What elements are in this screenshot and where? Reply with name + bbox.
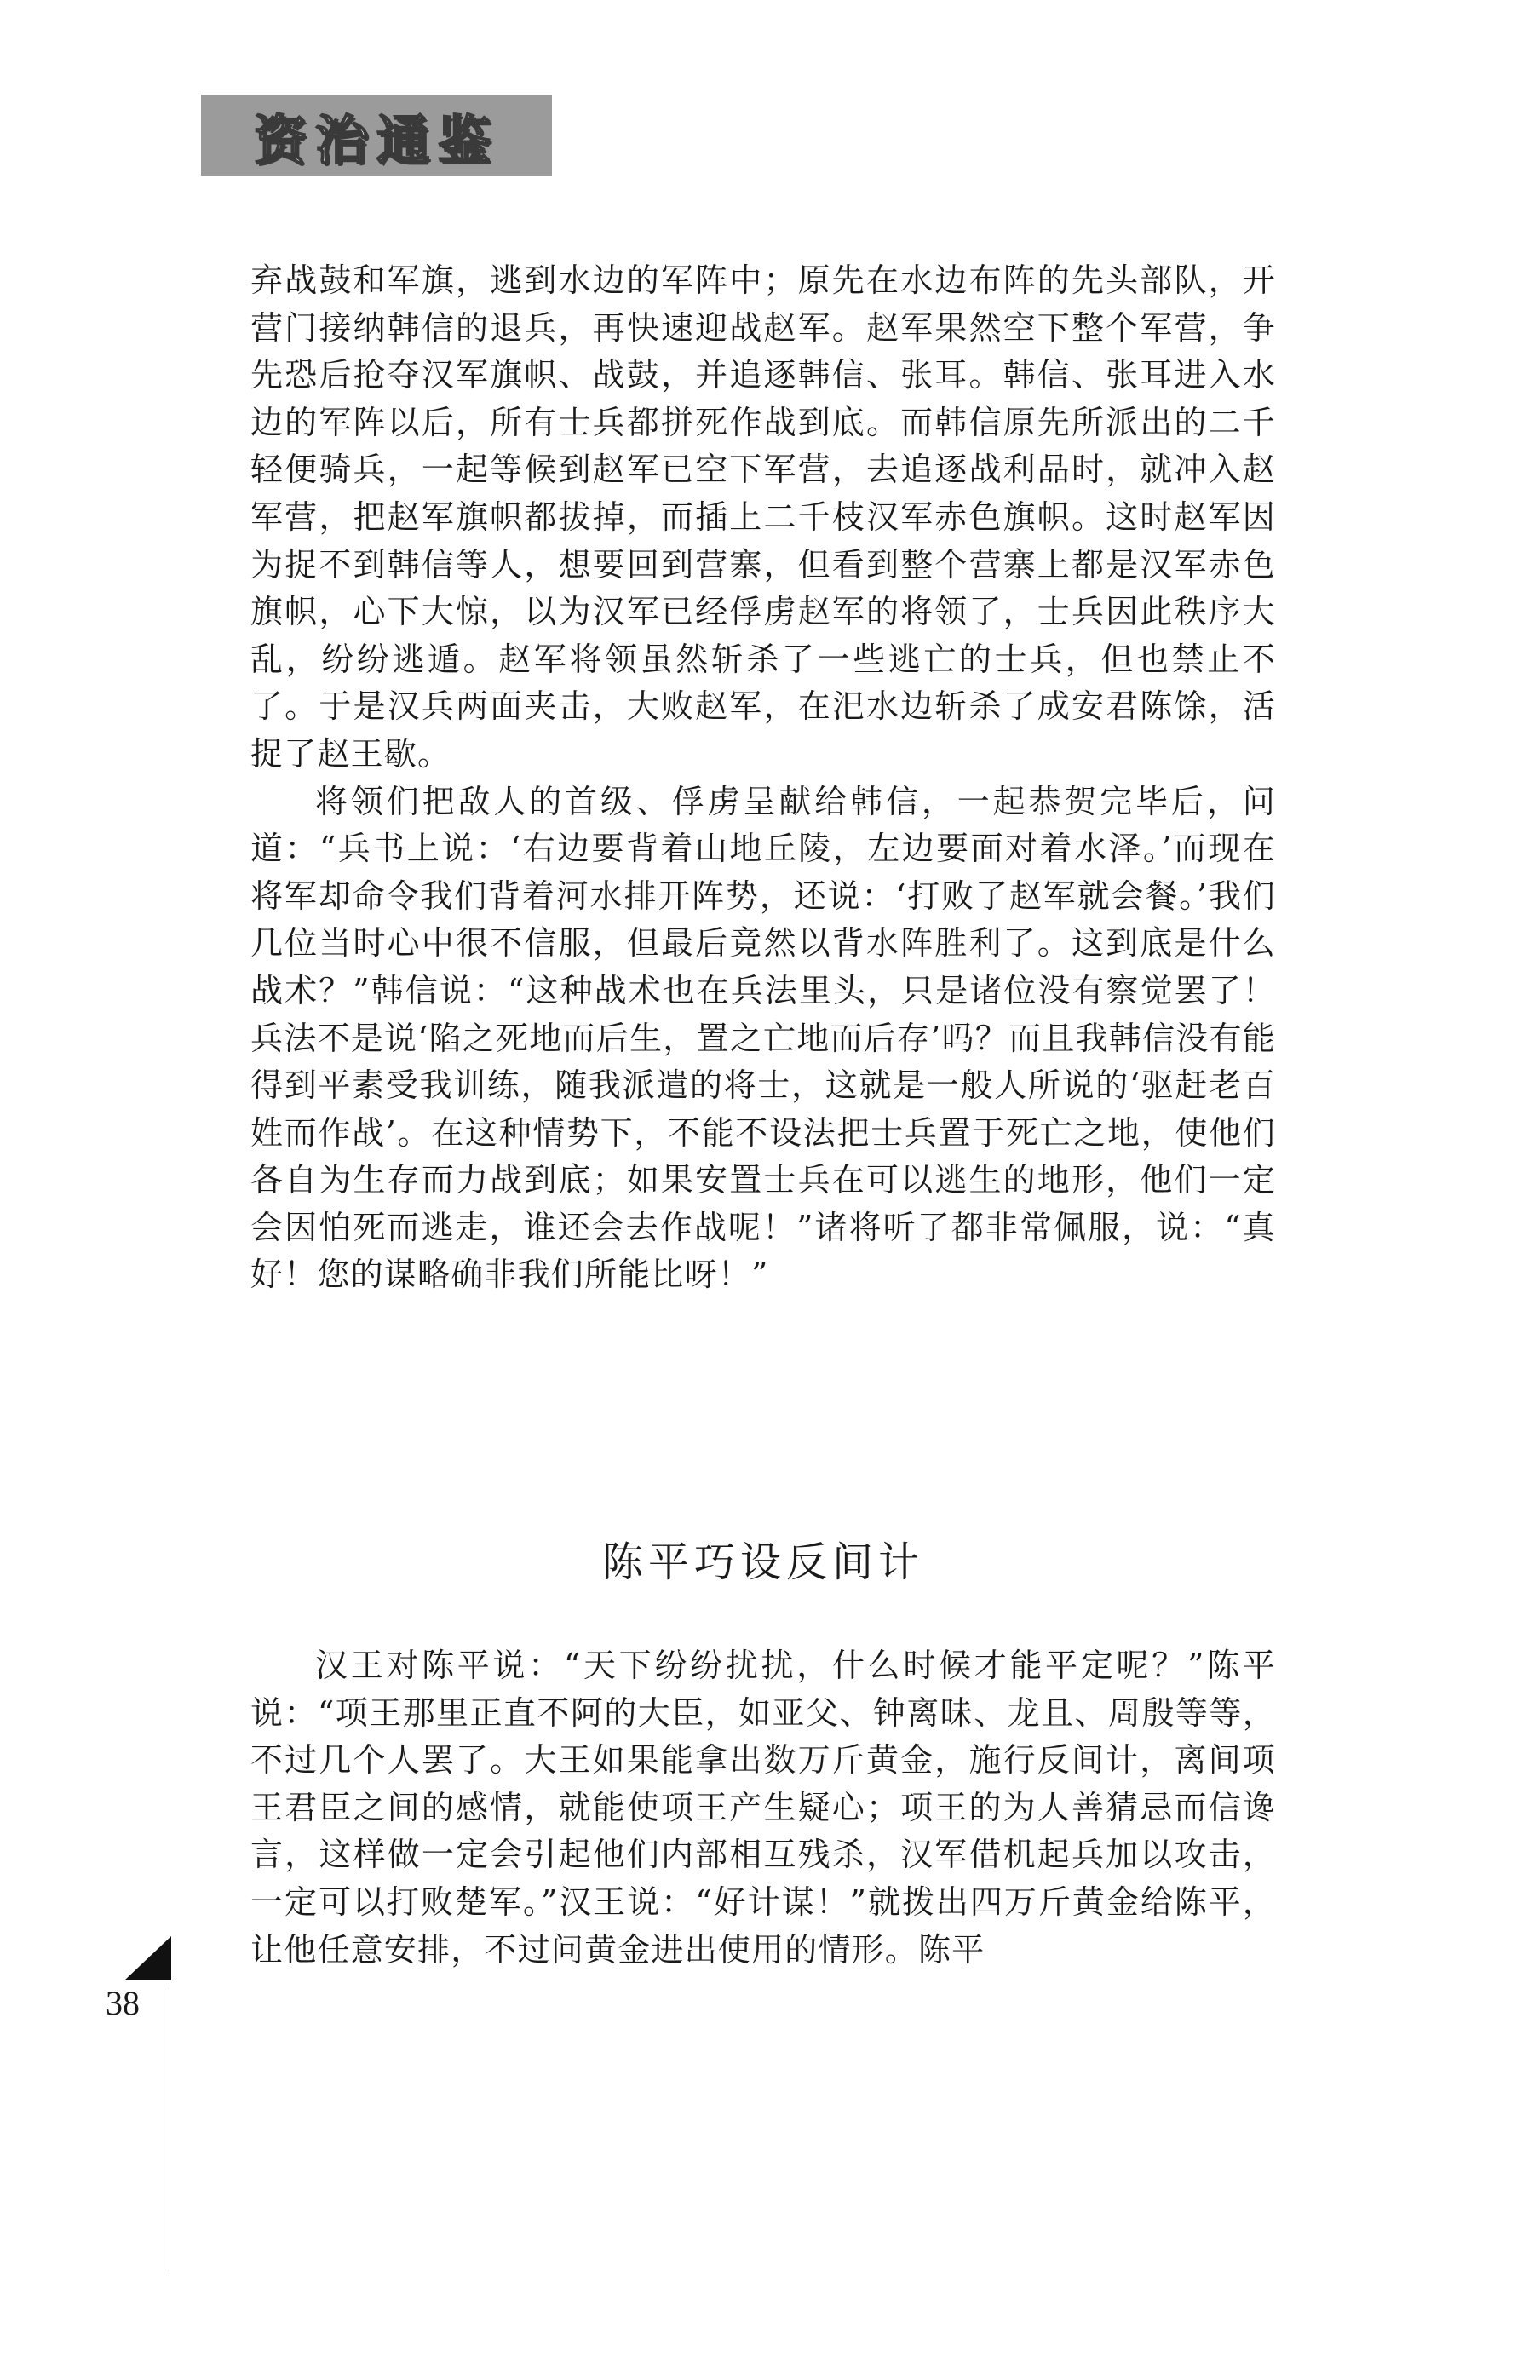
section-title: 陈平巧设反间计 xyxy=(601,1538,924,1586)
page-corner-triangle xyxy=(124,1936,171,1980)
paragraph: 汉王对陈平说：“天下纷纷扰扰，什么时候才能平定呢？”陈平说：“项王那里正直不阿的大臣，如亚父、钟离昧、龙且、周殷等等，不过几个人罢了。大王如果能拿出数万斤黄金，施行反间计，离间项王君臣之间的感情，就能使项王产生疑心；项王的为人善猜忌而信谗言，这样做一定会引起他们内部相互残杀，汉军借机起兵加以攻击，一定可以打败楚军。”汉王说：“好计谋！”就拨出四万斤黄金给陈平，让他任意安排，不过问黄金进出使用的情形。陈平 xyxy=(250,1647,1276,1969)
page-number: 38 xyxy=(106,1984,140,2022)
section-1-body xyxy=(250,257,1276,1299)
book-title: 资治通鉴 xyxy=(253,108,499,171)
paragraph: 弃战鼓和军旗，逃到水边的军阵中；原先在水边布阵的先头部队，开营门接纳韩信的退兵，再快速迎战赵军。赵军果然空下整个军营，争先恐后抢夺汉军旗帜、战鼓，并追逐韩信、张耳。韩信、张耳进入水边的军阵以后，所有士兵都拼死作战到底。而韩信原先所派出的二千轻便骑兵，一起等候到赵军已空下军营，去追逐战利品时，就冲入赵军营，把赵军旗帜都拔掉，而插上二千枝汉军赤色旗帜。这时赵军因为捉不到韩信等人，想要回到营寨，但看到整个营寨上都是汉军赤色旗帜，心下大惊，以为汉军已经俘虏赵军的将领了，士兵因此秩序大乱，纷纷逃遁。赵军将领虽然斩杀了一些逃亡的士兵，但也禁止不了。于是汉兵两面夹击，大败赵军，在汜水边斩杀了成安君陈馀，活捉了赵王歇。 xyxy=(250,262,1276,773)
paragraph: 将领们把敌人的首级、俘虏呈献给韩信，一起恭贺完毕后，问道：“兵书上说：‘右边要背着山地丘陵，左边要面对着水泽。’而现在将军却命令我们背着河水排开阵势，还说：‘打败了赵军就会餐。’我们几位当时心中很不信服，但最后竟然以背水阵胜利了。这到底是什么战术？”韩信说：“这种战术也在兵法里头，只是诸位没有察觉罢了！兵法不是说‘陷之死地而后生，置之亡地而后存’吗？而且我韩信没有能得到平素受我训练，随我派遣的将士，这就是一般人所说的‘驱赶老百姓而作战’。在这种情势下，不能不设法把士兵置于死亡之地，使他们各自为生存而力战到底；如果安置士兵在可以逃生的地形，他们一定会因怕死而逃走，谁还会去作战呢！”诸将听了都非常佩服，说：“真好！您的谋略确非我们所能比呀！” xyxy=(250,782,1276,1294)
section-2-body xyxy=(250,1642,1276,1974)
book-title-banner xyxy=(201,95,552,176)
